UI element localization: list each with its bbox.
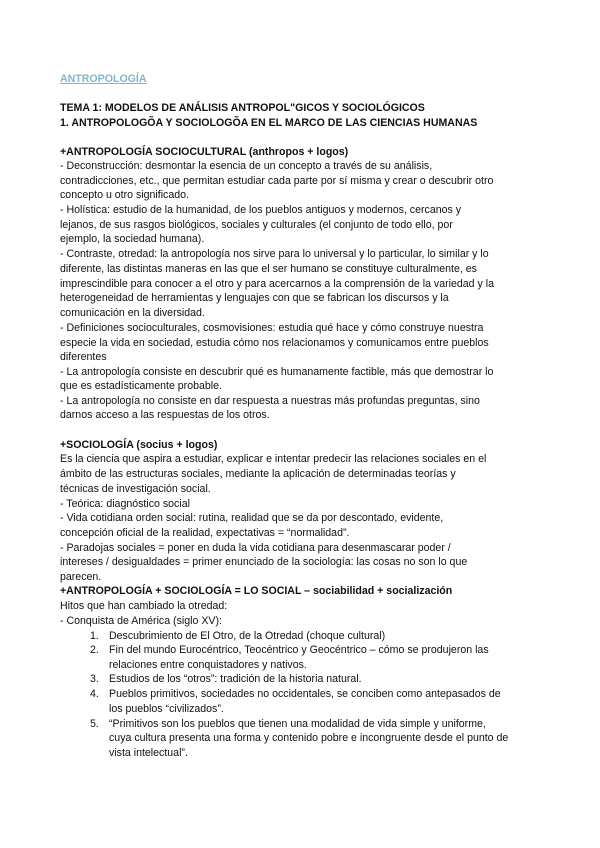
list-item-text: Pueblos primitivos, sociedades no occidentales, se conciben como antepasados de xyxy=(109,688,501,700)
sec1-line: heterogeneidad de herramientas y lenguajes con que se fabrican los discursos y la xyxy=(60,292,449,304)
sec2-line: - Vida cotidiana orden social: rutina, realidad que se da por descontado, evidente, xyxy=(60,512,444,524)
sec2-line: - Paradojas sociales = poner en duda la vida cotidiana para desenmascarar poder / xyxy=(60,542,451,554)
sec1-line: - Definiciones socioculturales, cosmovisiones: estudia qué hace y cómo construye nuestra xyxy=(60,322,484,334)
list-item-text: Descubrimiento de El Otro, de la Otredad (choque cultural) xyxy=(109,630,386,642)
sec1-line: diferente, las distintas maneras en las que el ser humano se constituye culturalmente, es xyxy=(60,263,477,275)
sec2-line: ámbito de las estructuras sociales, mediante la aplicación de determinadas teorías y xyxy=(60,468,456,480)
sec3-intro: Hitos que han cambiado la otredad: xyxy=(60,600,228,612)
sec1-line: diferentes xyxy=(60,351,107,363)
sec2-line: concepción oficial de la realidad, expectativas = “normalidad”. xyxy=(60,527,350,539)
list-item-text: Estudios de los “otros”: tradición de la historia natural. xyxy=(109,673,362,685)
sec1-line: comunicación en la diversidad. xyxy=(60,307,205,319)
document-title[interactable]: ANTROPOLOGÍA xyxy=(60,73,147,85)
sec1-line: concepto u otro significado. xyxy=(60,189,189,201)
sec1-line: especie la vida en sociedad, estudia cómo nos relacionamos y comunicamos entre pueblos xyxy=(60,337,489,349)
sec1-line: contradicciones, etc., que permitan estudiar cada parte por sí misma y crear o descubrir otro xyxy=(60,175,494,187)
sec1-heading: +ANTROPOLOGÍA SOCIOCULTURAL (anthropos + logos) xyxy=(60,146,349,158)
sec1-line: que es estadísticamente probable. xyxy=(60,380,222,392)
sec1-line: - La antropología consiste en descubrir qué es humanamente factible, más que demostrar lo xyxy=(60,366,494,378)
sec2-line: técnicas de investigación social. xyxy=(60,483,211,495)
sec1-line: lejanos, de sus rasgos biológicos, sociales y culturales (el conjunto de todo ello, por xyxy=(60,219,453,231)
section-heading: 1. ANTROPOLOGÕA Y SOCIOLOGÕA EN EL MARCO DE LAS CIENCIAS HUMANAS xyxy=(60,117,478,129)
list-number: 2. xyxy=(90,644,99,656)
list-number: 3. xyxy=(90,673,99,685)
sec2-line: Es la ciencia que aspira a estudiar, explicar e intentar predecir las relaciones sociales en el xyxy=(60,453,487,465)
list-number: 4. xyxy=(90,688,99,700)
sec1-line: - Deconstrucción: desmontar la esencia de un concepto a través de su análisis, xyxy=(60,160,433,172)
sec1-line: - Contraste, otredad: la antropología nos sirve para lo universal y lo particular, lo similar y lo xyxy=(60,248,489,260)
list-number: 1. xyxy=(90,630,99,642)
list-item-text: vista intelectual”. xyxy=(109,747,188,759)
topic-heading: TEMA 1: MODELOS DE ANÁLISIS ANTROPOL"GICOS Y SOCIOLÓGICOS xyxy=(60,102,425,114)
sec2-line: intereses / desigualdades = primer enunciado de la sociología: las cosas no son lo que xyxy=(60,556,468,568)
sec1-line: imprescindible para conocer a el otro y para acercarnos a la comprensión de la variedad y la xyxy=(60,278,494,290)
sec1-line: ejemplo, la sociedad humana). xyxy=(60,233,205,245)
list-item-text: “Primitivos son los pueblos que tienen una modalidad de vida simple y uniforme, xyxy=(109,718,486,730)
list-item-text: los pueblos “civilizados”. xyxy=(109,703,224,715)
sec3-heading: +ANTROPOLOGÍA + SOCIOLOGÍA = LO SOCIAL – sociabilidad + socialización xyxy=(60,585,453,597)
sec2-heading: +SOCIOLOGÍA (socius + logos) xyxy=(60,439,218,451)
list-number: 5. xyxy=(90,718,99,730)
sec1-line: - La antropología no consiste en dar respuesta a nuestras más profundas preguntas, sino xyxy=(60,395,480,407)
list-item-text: Fin del mundo Eurocéntrico, Teocéntrico y Geocéntrico – cómo se produjeron las xyxy=(109,644,489,656)
sec3-subheading: - Conquista de América (siglo XV): xyxy=(60,615,222,627)
sec2-line: - Teórica: diagnóstico social xyxy=(60,498,190,510)
list-item-text: cuya cultura presenta una forma y contenido pobre e incongruente desde el punto de xyxy=(109,732,509,744)
sec1-line: - Holística: estudio de la humanidad, de los pueblos antiguos y modernos, cercanos y xyxy=(60,204,462,216)
sec2-line: parecen. xyxy=(60,571,102,583)
list-item-text: relaciones entre conquistadores y nativos. xyxy=(109,659,307,671)
sec1-line: darnos acceso a las respuestas de los otros. xyxy=(60,409,270,421)
